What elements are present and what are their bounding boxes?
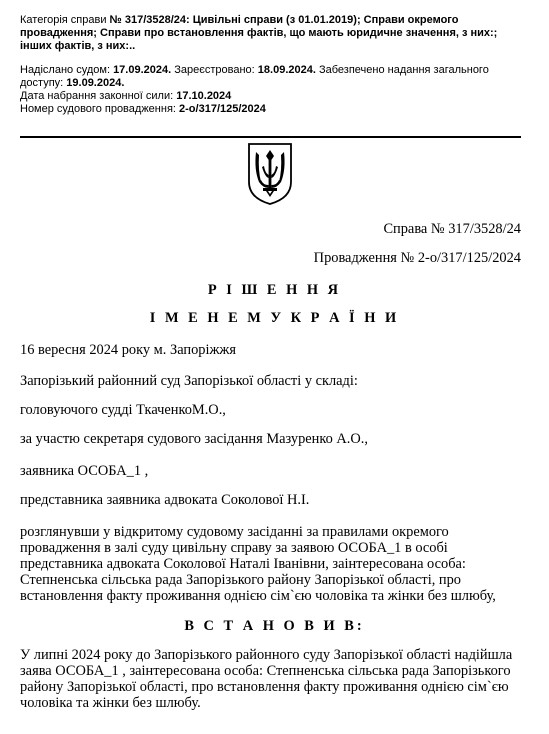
proceeding-label: Номер судового провадження: (20, 103, 176, 115)
registered-value: 18.09.2024. (257, 64, 316, 76)
header-divider (20, 136, 521, 138)
dates-line (20, 64, 530, 90)
established-paragraph: У липні 2024 року до Запорізького районного суду Запорізької області надійшла заява ОСОБА_1 , заінтересована особа: Степненська сільська рада Запорізького району Запорізької області, про встановлення факту проживання однією сім`єю чоловіка та жінки без шлюбу. (20, 647, 513, 711)
court-composition: Запорізький районний суд Запорізької області у складі: (20, 373, 358, 389)
applicant: заявника ОСОБА_1 , (20, 463, 149, 479)
established-heading: В С Т А Н О В И В: (184, 618, 365, 634)
category-value: № 317/3528/24: Цивільні справи (з 01.01.2019); Справи окремого провадження; Справи про встановлення фактів, що мають юридичне значення, з них:; інших фактів, з них:.. (20, 14, 498, 52)
proceeding-number: Провадження № 2-о/317/125/2024 (313, 250, 521, 266)
effective-value: 17.10.2024 (176, 90, 232, 102)
case-metadata (20, 14, 530, 116)
trident-coat-of-arms-icon (247, 142, 293, 206)
effective-label: Дата набрання законної сили: (20, 90, 174, 102)
document-title: Р І Ш Е Н Н Я (207, 282, 342, 298)
case-number: Справа № 317/3528/24 (383, 221, 521, 237)
effective-line (20, 90, 530, 103)
access-value: 19.09.2024. (66, 77, 125, 89)
registered-label: Зареєстровано: (174, 64, 255, 76)
date-place: 16 вересня 2024 року м. Запоріжжя (20, 342, 236, 358)
applicant-representative: представника заявника адвоката Соколової Н.І. (20, 492, 310, 508)
proceeding-line (20, 103, 530, 116)
court-secretary: за участю секретаря судового засідання Мазуренко А.О., (20, 431, 368, 447)
access-label: Забезпечено надання загального доступу: (20, 64, 489, 89)
sent-label: Надіслано судом: (20, 64, 110, 76)
document-subtitle: І М Е Н Е М У К Р А Ї Н И (149, 310, 400, 326)
category-label: Категорія справи (20, 14, 107, 26)
category-line (20, 14, 530, 53)
sent-value: 17.09.2024. (113, 64, 172, 76)
considered-paragraph: розглянувши у відкритому судовому засіданні за правилами окремого провадження в залі суду цивільну справу за заявою ОСОБА_1 в особі представника адвоката Соколової Наталі Іванівни, заінтересована особа: Степненська сільська рада Запорізького району Запорізької області, про встановлення факту проживання однією сім`єю чоловіка та жінки без шлюбу, (20, 524, 496, 604)
proceeding-value: 2-о/317/125/2024 (179, 103, 266, 115)
presiding-judge: головуючого судді ТкаченкоМ.О., (20, 402, 226, 418)
